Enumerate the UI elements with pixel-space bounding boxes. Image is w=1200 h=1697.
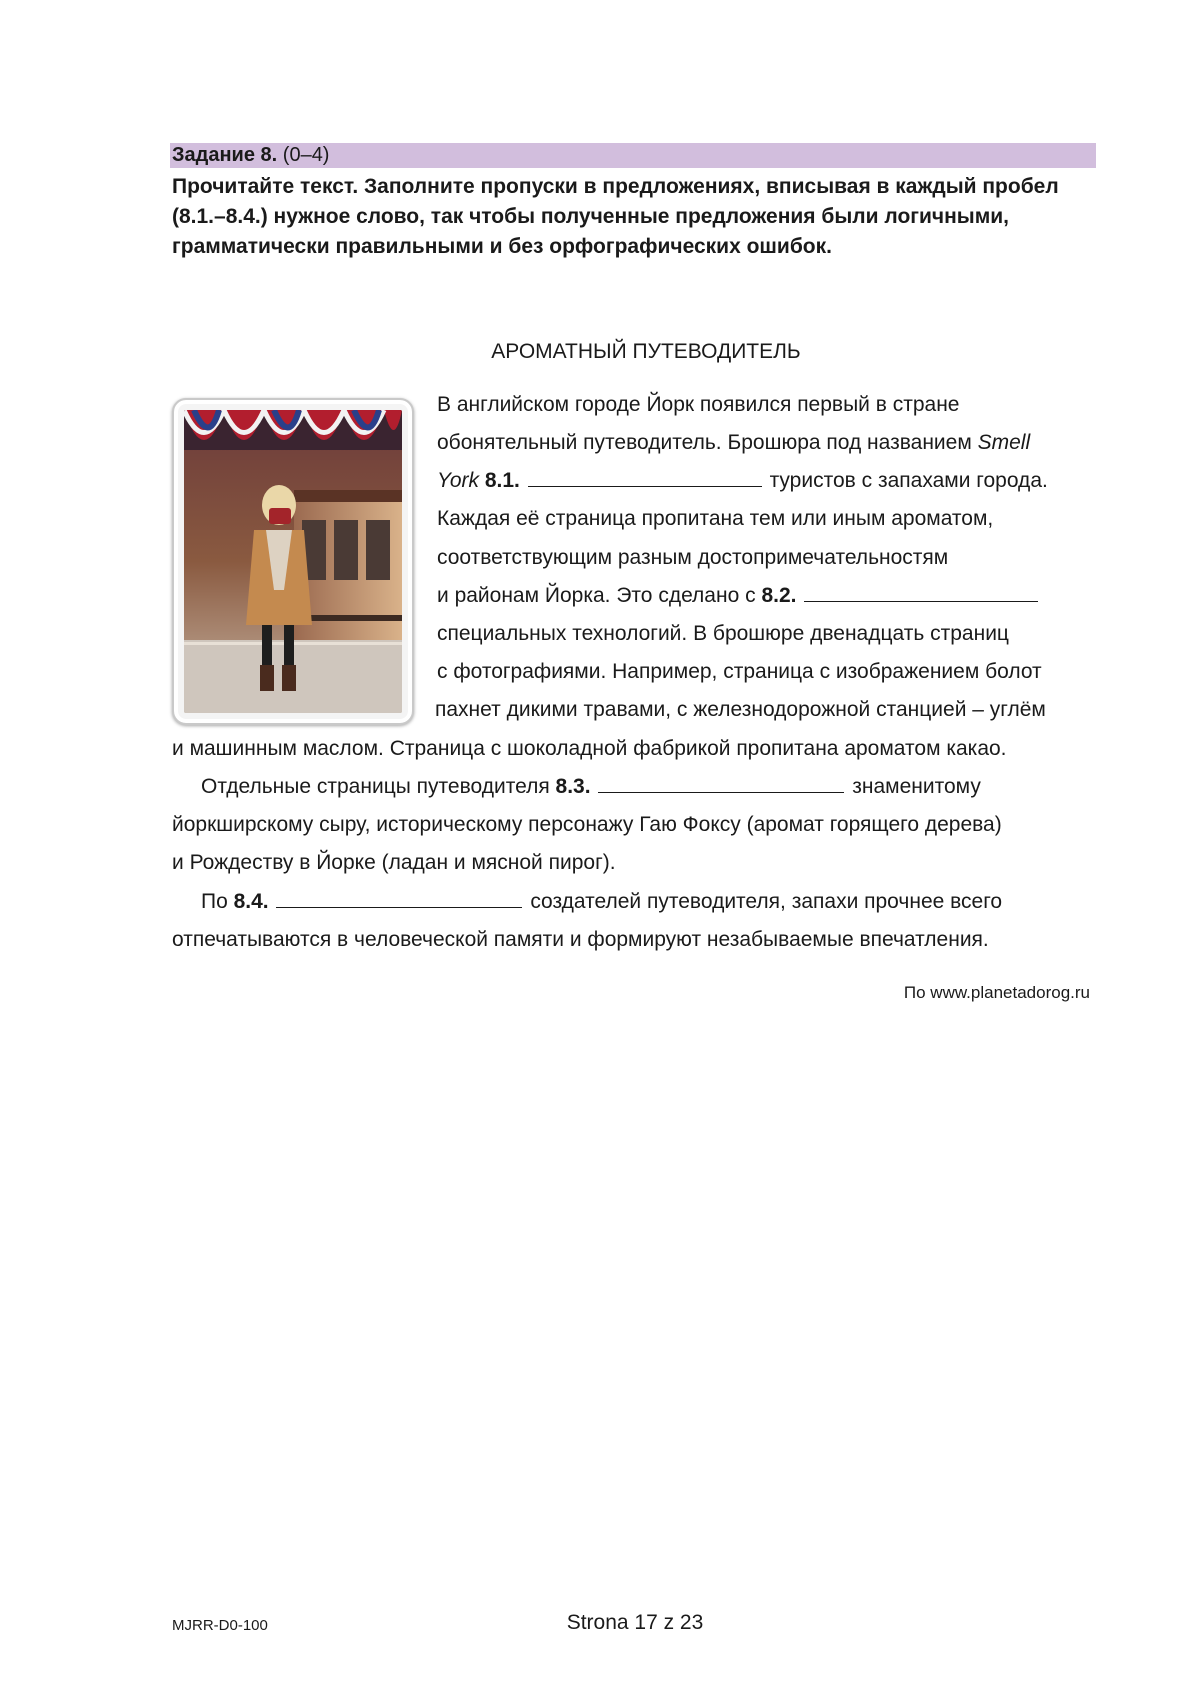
text-line: По 8.4. создателей путеводителя, запахи прочнее всего: [201, 887, 1002, 917]
gap-8-3[interactable]: [598, 772, 844, 793]
text-line: Каждая её страница пропитана тем или иным ароматом,: [437, 507, 994, 530]
article-title: АРОМАТНЫЙ ПУТЕВОДИТЕЛЬ: [491, 340, 801, 363]
text-line: пахнет дикими травами, с железнодорожной станцией – углём: [435, 698, 1046, 721]
task-title: Задание 8.: [172, 144, 278, 166]
text-line: Отдельные страницы путеводителя 8.3. знаменитому: [201, 772, 981, 802]
gap-8-4[interactable]: [276, 887, 522, 908]
text-line: обонятельный путеводитель. Брошюра под названием Smell: [437, 431, 1031, 454]
text-line: йоркширскому сыру, историческому персонажу Гаю Фоксу (аромат горящего дерева): [172, 813, 1002, 836]
page-number: Strona 17 z 23: [566, 1611, 704, 1634]
text-line: отпечатываются в человеческой памяти и формируют незабываемые впечатления.: [172, 928, 989, 951]
text-line: с фотографиями. Например, страница с изображением болот: [437, 660, 1042, 683]
source-citation: По www.planetadorog.ru: [903, 983, 1090, 1002]
text-line: специальных технологий. В брошюре двенадцать страниц: [437, 622, 1009, 645]
gap-8-1[interactable]: [528, 466, 762, 487]
woman-at-train-station-photo: [184, 410, 402, 713]
gap-8-2[interactable]: [804, 581, 1038, 602]
task-header: [170, 143, 1096, 168]
text-line: соответствующим разным достопримечательностям: [437, 546, 949, 569]
text-line: и районам Йорка. Это сделано с 8.2.: [437, 581, 1040, 611]
text-line: York 8.1. туристов с запахами города.: [437, 466, 1048, 496]
text-line: и Рождеству в Йорке (ладан и мясной пирог).: [172, 851, 616, 874]
document-code: MJRR-D0-100: [172, 1617, 268, 1634]
text-line: и машинным маслом. Страница с шоколадной фабрикой пропитана ароматом какао.: [172, 737, 1007, 760]
task-score: (0–4): [282, 144, 330, 166]
article-photo: [172, 398, 414, 725]
text-line: В английском городе Йорк появился первый в стране: [437, 393, 960, 416]
task-instruction: Прочитайте текст. Заполните пропуски в предложениях, вписывая в каждый пробел (8.1.–8.4.) нужное слово, так чтобы полученные предложения были логичными, грамматически правильными и без орфографических ошибок.: [172, 175, 1059, 258]
